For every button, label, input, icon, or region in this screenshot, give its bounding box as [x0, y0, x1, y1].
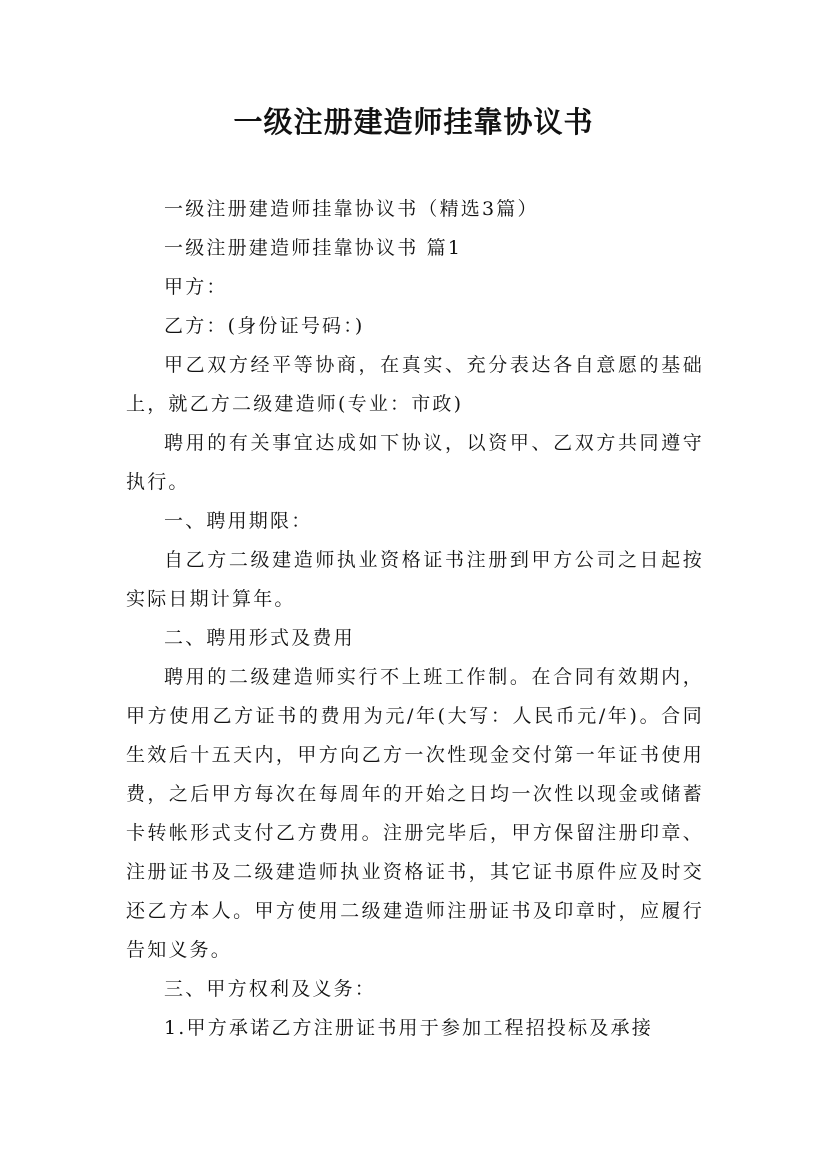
section-heading-party-a-rights: 三、甲方权利及义务：: [164, 978, 377, 1000]
paragraph-form-and-fees: 聘用的二级建造师实行不上班工作制。在合同有效期内，甲方使用乙方证书的费用为元/年(大写：人民币元/年)。合同生效后十五天内，甲方向乙方一次性现金交付第一年证书使用费，之后甲方每次在每周年的开始之日均一次性以现金或储蓄卡转帐形式支付乙方费用。注册完毕后，甲方保留注册印章、注册证书及二级建造师执业资格证书，其它证书原件应及时交还乙方本人。甲方使用二级建造师注册证书及印章时，应履行告知义务。: [126, 666, 704, 961]
paragraph-term: 自乙方二级建造师执业资格证书注册到甲方公司之日起按实际日期计算年。: [126, 549, 704, 610]
document-body: [126, 190, 704, 1048]
section-heading-term: 一、聘用期限：: [164, 510, 313, 532]
paragraph-heading-part1: 一级注册建造师挂靠协议书 篇1: [164, 237, 463, 259]
paragraph-heading-selection: 一级注册建造师挂靠协议书（精选3篇）: [164, 198, 539, 220]
paragraph-preamble-continued: 聘用的有关事宜达成如下协议，以资甲、乙双方共同遵守执行。: [126, 432, 704, 493]
paragraph-party-b: 乙方：(身份证号码：): [164, 315, 365, 337]
paragraph-party-a: 甲方：: [164, 276, 228, 298]
paragraph-preamble: 甲乙双方经平等协商，在真实、充分表达各自意愿的基础上，就乙方二级建造师(专业：市政): [126, 354, 704, 415]
document-title: 一级注册建造师挂靠协议书: [233, 105, 594, 139]
section-heading-form-and-fees: 二、聘用形式及费用: [164, 627, 355, 649]
paragraph-clause-1: 1.甲方承诺乙方注册证书用于参加工程招投标及承接: [164, 1017, 653, 1039]
